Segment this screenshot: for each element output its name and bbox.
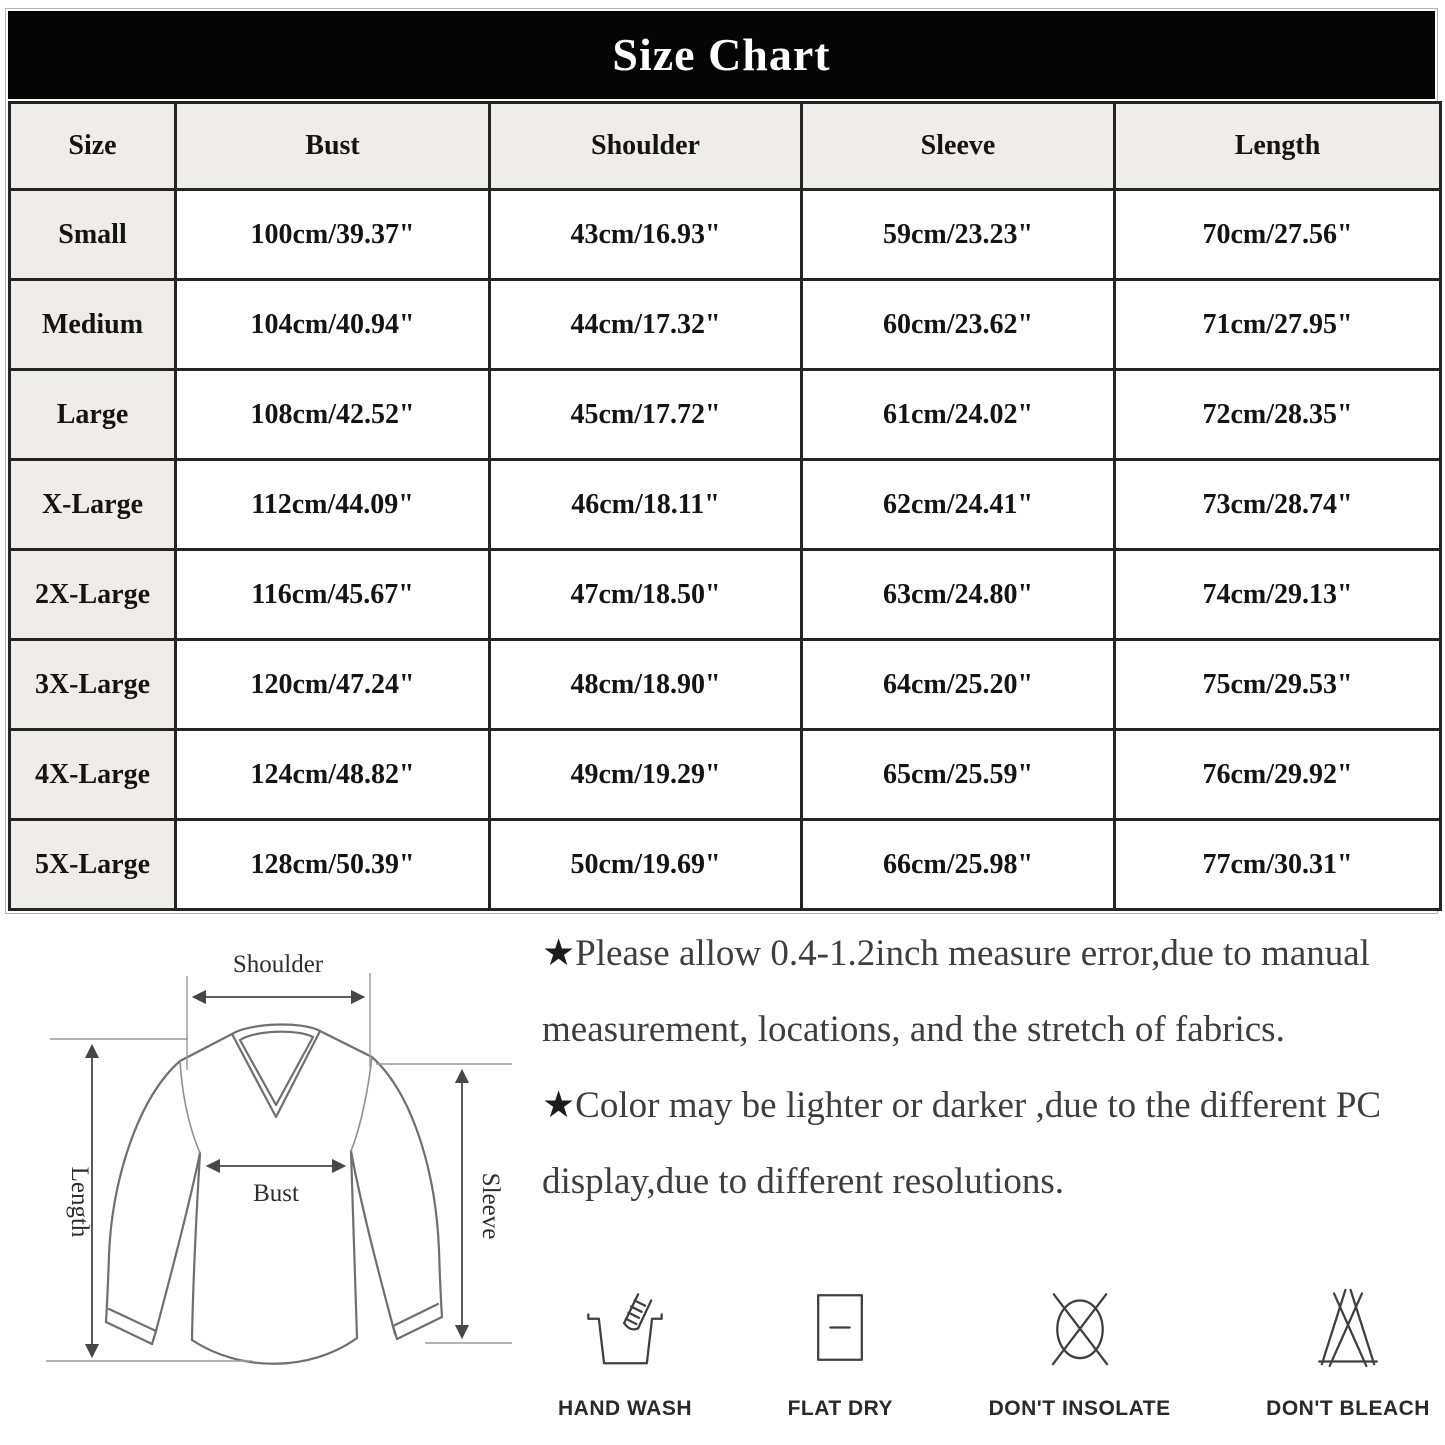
measurement-cell: 112cm/44.09" [176, 460, 490, 550]
size-table-body [10, 190, 1441, 910]
care-instructions-row [558, 1283, 1430, 1421]
bust-dimension-label: Bust [253, 1180, 299, 1207]
table-row [10, 550, 1441, 640]
table-row [10, 280, 1441, 370]
measurement-cell: 120cm/47.24" [176, 640, 490, 730]
column-header-size: Size [10, 103, 176, 190]
measurement-cell: 108cm/42.52" [176, 370, 490, 460]
care-label: DON'T INSOLATE [988, 1397, 1171, 1420]
table-row [10, 640, 1441, 730]
size-row-label: 5X-Large [10, 820, 176, 910]
measurement-cell: 73cm/28.74" [1115, 460, 1441, 550]
measurement-cell: 47cm/18.50" [490, 550, 802, 640]
measurement-cell: 43cm/16.93" [490, 190, 802, 280]
shoulder-dimension [187, 951, 370, 1070]
page-title: Size Chart [8, 11, 1435, 99]
care-item-flat-dry [788, 1283, 893, 1421]
measurement-cell: 124cm/48.82" [176, 730, 490, 820]
measurement-cell: 44cm/17.32" [490, 280, 802, 370]
measurement-cell: 62cm/24.41" [802, 460, 1115, 550]
table-row [10, 460, 1441, 550]
measurement-cell: 128cm/50.39" [176, 820, 490, 910]
measurement-cell: 76cm/29.92" [1115, 730, 1441, 820]
measurement-cell: 46cm/18.11" [490, 460, 802, 550]
star-icon: ★ [542, 933, 576, 974]
size-row-label: Large [10, 370, 176, 460]
star-icon: ★ [542, 1085, 576, 1126]
measurement-cell: 63cm/24.80" [802, 550, 1115, 640]
measurement-cell: 61cm/24.02" [802, 370, 1115, 460]
measurement-cell: 49cm/19.29" [490, 730, 802, 820]
length-dimension [46, 1039, 252, 1361]
measurement-cell: 70cm/27.56" [1115, 190, 1441, 280]
size-row-label: 4X-Large [10, 730, 176, 820]
measurement-cell: 64cm/25.20" [802, 640, 1115, 730]
measurement-cell: 116cm/45.67" [176, 550, 490, 640]
size-row-label: 2X-Large [10, 550, 176, 640]
sleeve-dimension [376, 1064, 512, 1343]
column-header-sleeve: Sleeve [802, 103, 1115, 190]
measurement-cell: 71cm/27.95" [1115, 280, 1441, 370]
shirt-diagram-svg [10, 920, 530, 1445]
size-row-label: X-Large [10, 460, 176, 550]
care-label: HAND WASH [558, 1397, 692, 1420]
measurement-cell: 66cm/25.98" [802, 820, 1115, 910]
measurement-cell: 60cm/23.62" [802, 280, 1115, 370]
size-row-label: Small [10, 190, 176, 280]
column-header-length: Length [1115, 103, 1441, 190]
table-header-row [10, 103, 1441, 190]
care-item-dont-bleach [1266, 1283, 1430, 1421]
table-row [10, 370, 1441, 460]
table-row [10, 820, 1441, 910]
size-row-label: 3X-Large [10, 640, 176, 730]
care-label: DON'T BLEACH [1266, 1397, 1430, 1420]
sleeve-dimension-label: Sleeve [477, 1172, 504, 1240]
size-row-label: Medium [10, 280, 176, 370]
note-text: Color may be lighter or darker ,due to the different PC display,due to different resolutions. [542, 1085, 1382, 1202]
size-table [8, 101, 1442, 911]
dont-insolate-icon [1032, 1283, 1128, 1379]
bust-dimension [208, 1166, 344, 1207]
measurement-cell: 65cm/25.59" [802, 730, 1115, 820]
measurement-cell: 77cm/30.31" [1115, 820, 1441, 910]
note-text: Please allow 0.4-1.2inch measure error,due to manual measurement, locations, and the stretch of fabrics. [542, 933, 1370, 1050]
care-item-dont-insolate [989, 1283, 1171, 1421]
measurement-cell: 74cm/29.13" [1115, 550, 1441, 640]
shoulder-dimension-label: Shoulder [232, 951, 324, 978]
dont-bleach-icon [1300, 1283, 1396, 1379]
measurement-cell: 72cm/28.35" [1115, 370, 1441, 460]
measurement-cell: 48cm/18.90" [490, 640, 802, 730]
size-chart-sheet [5, 8, 1438, 914]
disclaimer-notes [542, 916, 1444, 1220]
length-dimension-label: Length [66, 1166, 93, 1238]
note-color-difference [542, 1068, 1444, 1220]
flat-dry-icon [792, 1283, 888, 1379]
measurement-cell: 104cm/40.94" [176, 280, 490, 370]
note-measure-error [542, 916, 1444, 1068]
measurement-cell: 45cm/17.72" [490, 370, 802, 460]
measurement-cell: 50cm/19.69" [490, 820, 802, 910]
care-label: FLAT DRY [787, 1397, 894, 1420]
table-row [10, 190, 1441, 280]
column-header-bust: Bust [176, 103, 490, 190]
measurement-cell: 59cm/23.23" [802, 190, 1115, 280]
table-row [10, 730, 1441, 820]
hand-wash-icon [577, 1283, 673, 1379]
garment-measurement-diagram [10, 920, 530, 1445]
column-header-shoulder: Shoulder [490, 103, 802, 190]
care-item-hand-wash [558, 1283, 692, 1421]
measurement-cell: 100cm/39.37" [176, 190, 490, 280]
measurement-cell: 75cm/29.53" [1115, 640, 1441, 730]
